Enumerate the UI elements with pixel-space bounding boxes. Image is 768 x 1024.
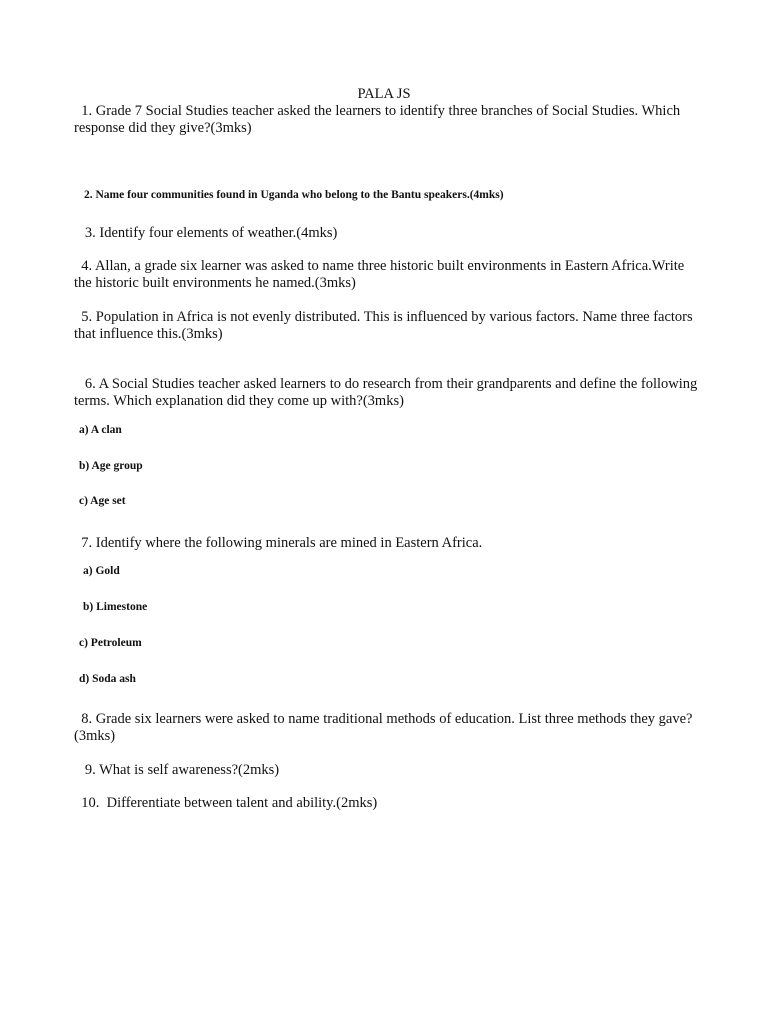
question-number: 3. <box>74 225 100 241</box>
question-number: 7. <box>74 535 96 551</box>
question-text: Name four communities found in Uganda who belong to the Bantu speakers.(4mks) <box>95 189 504 201</box>
q6-item-b: b) Age group <box>79 460 143 472</box>
question-6 <box>74 376 700 410</box>
question-number: 6. <box>74 376 99 392</box>
question-number: 2. <box>84 189 96 201</box>
q7-item-c: c) Petroleum <box>79 637 142 649</box>
q7-item-d: d) Soda ash <box>79 673 136 685</box>
q6-item-c: c) Age set <box>79 495 126 507</box>
question-text: Allan, a grade six learner was asked to name three historic built environments in Eastern Africa.Write the historic built environments he named.(3mks) <box>74 258 685 291</box>
question-text: Identify where the following minerals are mined in Eastern Africa. <box>95 535 483 551</box>
q7-item-b: b) Limestone <box>83 601 148 613</box>
question-7 <box>74 535 700 552</box>
question-number: 4. <box>74 258 95 274</box>
q6-item-a: a) A clan <box>79 424 122 436</box>
question-3 <box>74 225 700 242</box>
page-title: PALA JS <box>357 86 411 102</box>
question-8 <box>74 711 700 745</box>
question-text: Identify four elements of weather.(4mks) <box>99 225 338 241</box>
question-10 <box>74 795 700 812</box>
question-2 <box>84 187 710 204</box>
question-number: 8. <box>74 711 96 727</box>
question-9 <box>74 762 700 779</box>
question-text: Grade six learners were asked to name traditional methods of education. List three methods they gave?(3mks) <box>74 711 693 744</box>
question-1 <box>74 103 700 137</box>
question-number: 5. <box>74 309 96 325</box>
question-number: 1. <box>74 103 96 119</box>
question-text: Grade 7 Social Studies teacher asked the learners to identify three branches of Social Studies. Which response did they give?(3mks) <box>74 103 681 136</box>
question-5 <box>74 309 700 343</box>
question-text: A Social Studies teacher asked learners to do research from their grandparents and define the following terms. Which explanation did they come up with?(3mks) <box>74 376 698 409</box>
question-text: Population in Africa is not evenly distributed. This is influenced by various factors. Name three factors that influence this.(3mks) <box>74 309 693 342</box>
question-text: Differentiate between talent and ability.(2mks) <box>106 795 378 811</box>
question-number: 9. <box>74 762 100 778</box>
question-number: 10. <box>74 795 107 811</box>
q7-item-a: a) Gold <box>83 565 120 577</box>
question-text: What is self awareness?(2mks) <box>99 762 280 778</box>
question-4 <box>74 258 700 292</box>
